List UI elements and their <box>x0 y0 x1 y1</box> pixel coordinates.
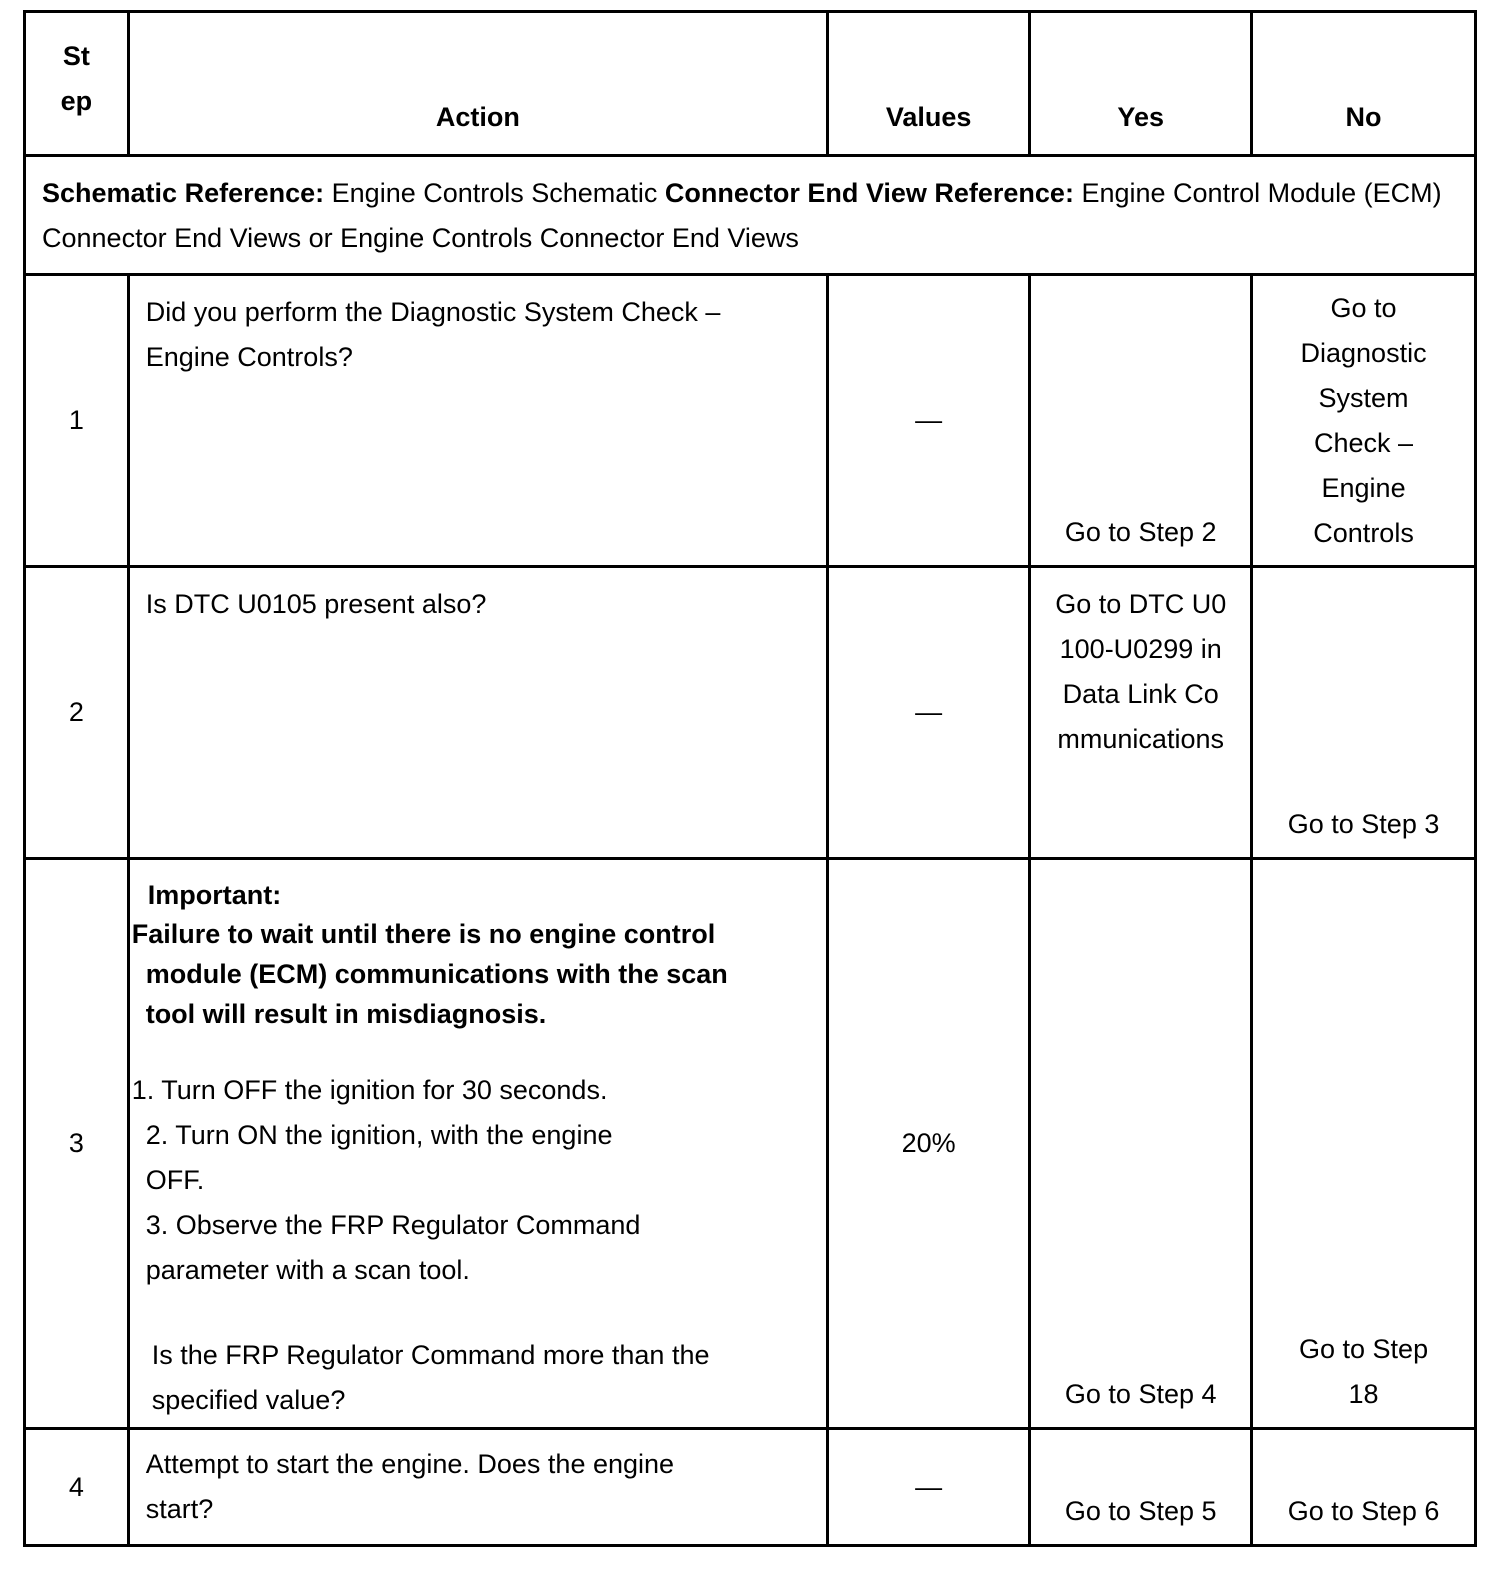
important-line-2: module (ECM) communications with the scan <box>145 959 728 989</box>
value-cell: 20% <box>828 859 1030 1429</box>
important-text <box>131 914 814 1034</box>
step-number: 4 <box>25 1429 129 1546</box>
procedure-step-3: 3. Observe the FRP Regulator Command parameter with a scan tool. <box>145 1210 641 1285</box>
connector-reference-label: Connector End View Reference: <box>664 178 1074 208</box>
reference-cell <box>25 156 1476 275</box>
reference-row <box>25 156 1476 275</box>
header-step-part2: ep <box>60 85 93 116</box>
yes-cell: Go to Step 2 <box>1030 275 1252 567</box>
yes-cell: Go to DTC U0100-U0299 in Data Link Communications <box>1030 567 1252 859</box>
no-cell: Go to Step 3 <box>1252 567 1476 859</box>
header-step-part1: St <box>62 40 90 71</box>
header-no: No <box>1252 12 1476 156</box>
important-label: Important: <box>147 880 282 910</box>
no-cell: Go to Step 6 <box>1252 1429 1476 1546</box>
table-row-step-4 <box>25 1429 1476 1546</box>
table-row-step-3 <box>25 859 1476 1429</box>
no-cell: Go to Diagnostic System Check – Engine Controls <box>1252 275 1476 567</box>
header-row <box>25 12 1476 156</box>
connector-reference-value: Engine Control Module (ECM) Connector End Views or Engine Controls Connector End Views <box>42 178 1442 253</box>
schematic-reference-value: Engine Controls Schematic <box>331 178 658 208</box>
table-row-step-2 <box>25 567 1476 859</box>
step-number: 1 <box>25 275 129 567</box>
action-cell: Attempt to start the engine. Does the engine start? <box>128 1429 827 1546</box>
step-number: 3 <box>25 859 129 1429</box>
value-cell: — <box>828 275 1030 567</box>
value-cell: — <box>828 567 1030 859</box>
procedure-list <box>131 1068 814 1293</box>
yes-cell: Go to Step 5 <box>1030 1429 1252 1546</box>
header-yes: Yes <box>1030 12 1252 156</box>
important-line-3: tool will result in misdiagnosis. <box>145 999 547 1029</box>
value-cell: — <box>828 1429 1030 1546</box>
header-action: Action <box>128 12 827 156</box>
procedure-step-1: 1. Turn OFF the ignition for 30 seconds. <box>131 1075 608 1105</box>
no-cell: Go to Step 18 <box>1252 859 1476 1429</box>
action-cell: Is DTC U0105 present also? <box>128 567 827 859</box>
procedure-step-2: 2. Turn ON the ignition, with the engine OFF. <box>145 1120 613 1195</box>
procedure-question: Is the FRP Regulator Command more than the specified value? <box>151 1340 710 1415</box>
diagnostic-table <box>23 10 1477 1547</box>
yes-cell: Go to Step 4 <box>1030 859 1252 1429</box>
header-step <box>25 12 129 156</box>
table-row-step-1 <box>25 275 1476 567</box>
important-line-1: Failure to wait until there is no engine control <box>131 919 716 949</box>
header-values: Values <box>828 12 1030 156</box>
action-cell: Did you perform the Diagnostic System Check – Engine Controls? <box>128 275 827 567</box>
step-number: 2 <box>25 567 129 859</box>
schematic-reference-label: Schematic Reference: <box>42 178 325 208</box>
action-cell <box>128 859 827 1429</box>
